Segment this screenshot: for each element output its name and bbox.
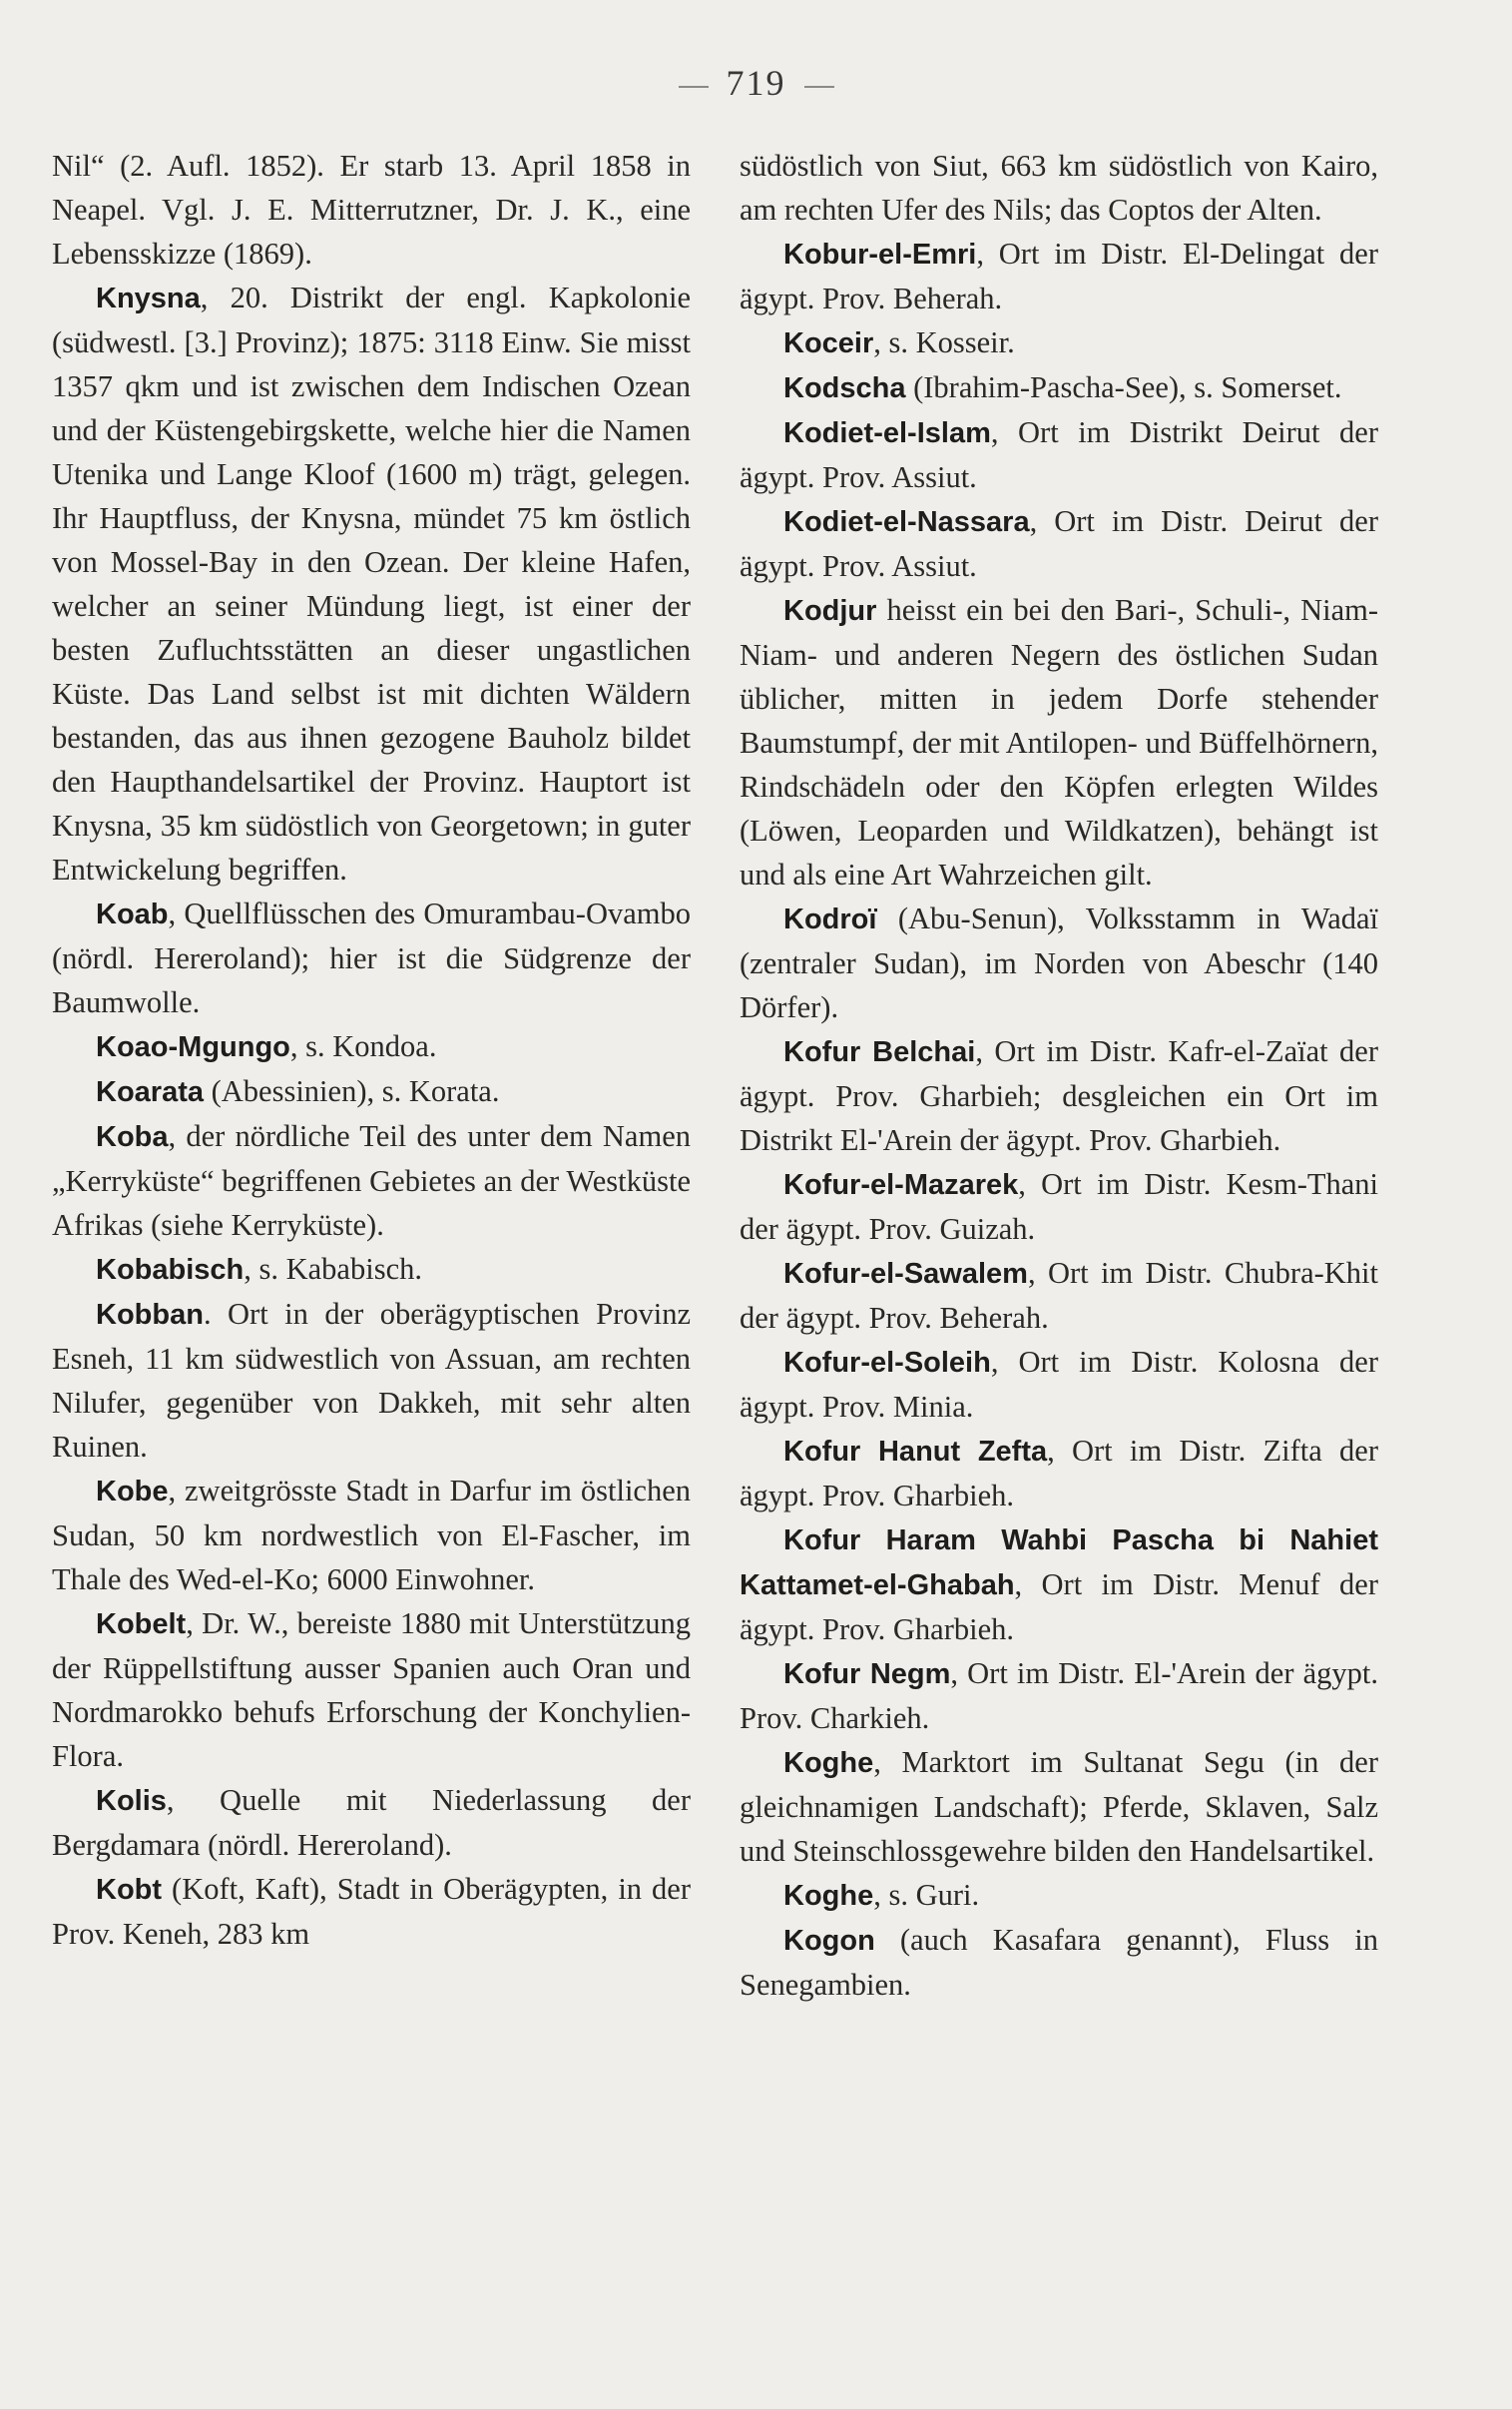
dictionary-entry — [740, 1429, 1378, 1517]
dictionary-entry — [740, 1029, 1378, 1162]
dictionary-entry — [52, 1292, 691, 1469]
entry-text: südöstlich von Siut, 663 km südöstlich von Kairo, am rechten Ufer des Nils; das Coptos der Alten. — [740, 149, 1378, 227]
dictionary-entry — [740, 410, 1378, 499]
dictionary-entry — [52, 1601, 691, 1778]
dictionary-entry — [740, 588, 1378, 897]
entry-headword: Kobur-el-Emri — [783, 239, 977, 271]
entry-headword: Kodjur — [783, 595, 877, 627]
entry-headword: Kobt — [96, 1874, 163, 1906]
dictionary-entry — [740, 1651, 1378, 1740]
entry-headword: Kofur-el-Mazarek — [783, 1169, 1019, 1201]
dictionary-entry — [740, 1162, 1378, 1251]
entry-text: (Koft, Kaft), Stadt in Oberägypten, in der Prov. Keneh, 283 km — [52, 1872, 691, 1951]
entry-text: , s. Kondoa. — [289, 1029, 437, 1063]
entry-headword: Koghe — [783, 1880, 874, 1912]
dictionary-entry — [740, 499, 1378, 588]
entry-text: , Marktort im Sultanat Segu (in der gleichnamigen Landschaft); Pferde, Sklaven, Salz und Steinschlossgewehre bilden den Handelsartikel. — [740, 1745, 1378, 1868]
entry-text: , Ort im Distrikt Deirut der ägypt. Prov. Assiut. — [740, 415, 1378, 494]
entry-headword: Knysna — [96, 283, 201, 314]
entry-text: . Ort in der oberägyptischen Provinz Esneh, 11 km südwestlich von Assuan, am rechten Nilufer, gegenüber von Dakkeh, mit sehr alten Ruinen. — [52, 1297, 691, 1464]
entry-text: , s. Kababisch. — [244, 1252, 422, 1286]
entry-headword: Kobe — [96, 1476, 169, 1507]
dictionary-entry — [52, 1247, 691, 1292]
entry-text: (Abu-Senun), Volksstamm in Wadaï (zentraler Sudan), im Norden von Abeschr (140 Dörfer). — [740, 902, 1378, 1024]
entry-headword: Kofur Hanut Zefta — [783, 1436, 1048, 1468]
entry-headword: Koghe — [783, 1747, 874, 1779]
dictionary-entry — [740, 1918, 1378, 2007]
page-header — [0, 62, 1512, 104]
header-dash-right — [804, 86, 834, 88]
dictionary-entry — [740, 320, 1378, 365]
dictionary-entry — [52, 1024, 691, 1069]
entry-text: Nil“ (2. Aufl. 1852). Er starb 13. April 1858 in Neapel. Vgl. J. E. Mitterrutzner, Dr. J. K., eine Lebensskizze (1869). — [52, 149, 691, 271]
entry-text: , Ort im Distr. Zifta der ägypt. Prov. Gharbieh. — [740, 1434, 1379, 1512]
entry-text: , Ort im Distr. Deirut der ägypt. Prov. Assiut. — [740, 504, 1378, 583]
right-column — [740, 144, 1378, 2007]
dictionary-entry — [740, 232, 1378, 320]
dictionary-entry — [52, 1069, 691, 1114]
entry-text: , Ort im Distr. Menuf der ägypt. Prov. Gharbieh. — [740, 1567, 1378, 1646]
entry-headword: Kobban — [96, 1299, 204, 1331]
entry-headword: Kodiet-el-Nassara — [783, 506, 1030, 538]
entry-headword: Kobelt — [96, 1608, 187, 1640]
dictionary-entry — [52, 276, 691, 892]
entry-headword: Kofur-el-Soleih — [783, 1347, 991, 1379]
dictionary-entry — [740, 144, 1378, 232]
entry-text: , 20. Distrikt der engl. Kapkolonie (südwestl. [3.] Provinz); 1875: 3118 Einw. Sie misst 1357 qkm und ist zwischen dem Indischen Ozean und der Küstengebirgskette, welche hier die Namen Utenika und Lange Kloof (1600 m) trägt, gelegen. Ihr Hauptfluss, der Knysna, mündet 75 km östlich von Mossel-Bay in den Ozean. Der kleine Hafen, welcher an seiner Mündung liegt, ist einer der besten Zufluchtsstätten an dieser ungastlichen Küste. Das Land selbst ist mit dichten Wäldern bestanden, das aus ihnen gezogene Bauholz bildet den Haupthandelsartikel der Provinz. Hauptort ist Knysna, 35 km südöstlich von Georgetown; in guter Entwickelung begriffen. — [52, 281, 691, 887]
entry-headword: Kodiet-el-Islam — [783, 417, 991, 449]
entry-text: , Ort im Distr. Kolosna der ägypt. Prov. Minia. — [740, 1345, 1378, 1424]
entry-text: , Ort im Distr. El-Delingat der ägypt. Prov. Beherah. — [740, 237, 1378, 315]
dictionary-entry — [52, 1469, 691, 1601]
dictionary-entry — [740, 897, 1378, 1029]
entry-text: , Ort im Distr. Kesm-Thani der ägypt. Prov. Guizah. — [740, 1167, 1378, 1246]
dictionary-entry — [52, 144, 691, 276]
entry-headword: Kofur Negm — [783, 1658, 951, 1690]
entry-text: (Abessinien), s. Korata. — [204, 1074, 500, 1108]
entry-text: , Ort im Distr. El-'Arein der ägypt. Prov. Charkieh. — [740, 1656, 1378, 1735]
entry-headword: Kofur Belchai — [783, 1036, 976, 1068]
entry-text: , Ort im Distr. Chubra-Khit der ägypt. Prov. Beherah. — [740, 1256, 1378, 1335]
entry-text: , s. Kosseir. — [873, 325, 1015, 359]
entry-headword: Koab — [96, 899, 169, 930]
dictionary-entry — [52, 892, 691, 1024]
entry-text: , zweitgrösste Stadt in Darfur im östlichen Sudan, 50 km nordwestlich von El-Fascher, im Thale des Wed-el-Ko; 6000 Einwohner. — [52, 1474, 691, 1596]
entry-text: , Quellflüsschen des Omurambau-Ovambo (nördl. Hereroland); hier ist die Südgrenze der Baumwolle. — [52, 897, 691, 1019]
dictionary-entry — [740, 1873, 1378, 1918]
entry-headword: Kodscha — [783, 372, 906, 404]
entry-text: , Quelle mit Niederlassung der Bergdamara (nördl. Hereroland). — [52, 1783, 691, 1862]
entry-headword: Koba — [96, 1121, 169, 1153]
entry-headword: Kolis — [96, 1785, 167, 1817]
dictionary-entry — [52, 1778, 691, 1867]
entry-headword: Kofur Haram Wahbi Pascha bi Nahiet Kattamet-el-Ghabah — [740, 1524, 1378, 1601]
dictionary-entry — [52, 1867, 691, 1956]
entry-text: , Ort im Distr. Kafr-el-Zaïat der ägypt. Prov. Gharbieh; desgleichen ein Ort im Distrikt El-'Arein der ägypt. Prov. Gharbieh. — [740, 1034, 1378, 1157]
entry-headword: Koao-Mgungo — [96, 1031, 290, 1063]
entry-headword: Kofur-el-Sawalem — [783, 1258, 1028, 1290]
entry-headword: Kodroï — [783, 903, 877, 935]
entry-text: , Dr. W., bereiste 1880 mit Unterstützung der Rüppellstiftung ausser Spanien auch Oran und Nordmarokko behufs Erforschung der Konchylien-Flora. — [52, 1606, 691, 1773]
entry-headword: Kobabisch — [96, 1254, 245, 1286]
dictionary-entry — [740, 1517, 1378, 1651]
dictionary-entry — [740, 1251, 1378, 1340]
entry-text: , der nördliche Teil des unter dem Namen „Kerryküste“ begriffenen Gebietes an der Westküste Afrikas (siehe Kerryküste). — [52, 1119, 691, 1242]
entry-headword: Koceir — [783, 327, 874, 359]
page-number: 719 — [726, 63, 786, 103]
entry-headword: Koarata — [96, 1076, 204, 1108]
entry-headword: Kogon — [783, 1925, 875, 1957]
dictionary-entry — [52, 1114, 691, 1247]
left-column — [52, 144, 691, 1956]
dictionary-entry — [740, 365, 1378, 410]
dictionary-entry — [740, 1740, 1378, 1873]
entry-text: heisst ein bei den Bari-, Schuli-, Niam-Niam- und anderen Negern des östlichen Sudan üblicher, mitten in jedem Dorfe stehender Baumstumpf, der mit Antilopen- und Büffelhörnern, Rindschädeln oder den Köpfen erlegten Wildes (Löwen, Leoparden und Wildkatzen), behängt ist und als eine Art Wahrzeichen gilt. — [740, 593, 1378, 892]
entry-text: (auch Kasafara genannt), Fluss in Senegambien. — [740, 1923, 1378, 2002]
entry-text: , s. Guri. — [873, 1878, 980, 1912]
dictionary-entry — [740, 1340, 1378, 1429]
header-dash-left — [679, 86, 709, 88]
entry-text: (Ibrahim-Pascha-See), s. Somerset. — [905, 370, 1342, 404]
